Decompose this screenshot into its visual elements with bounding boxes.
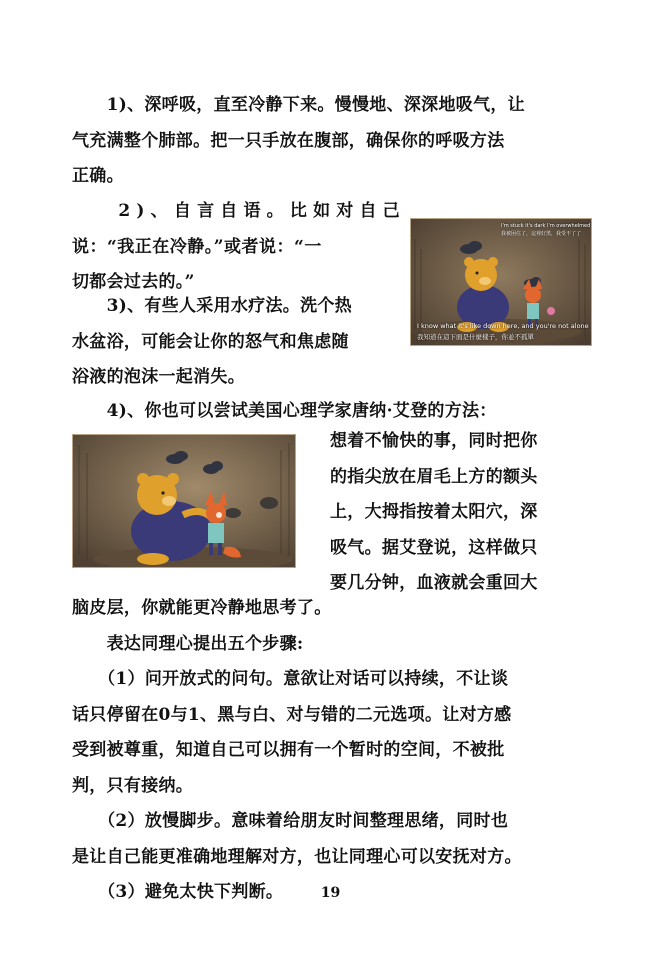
subtitle-bottom-en: I know what it's like down here, and you're not alone bbox=[417, 322, 589, 330]
subtitle-top-en: I'm stuck it's dark I'm overwhelmed bbox=[501, 223, 591, 229]
text-line: （3）避免太快下判断。 bbox=[72, 882, 284, 902]
text-line: 的指尖放在眉毛上方的额头 bbox=[330, 466, 538, 487]
illustration-bear-comforting-fox bbox=[72, 434, 296, 568]
page-number: 19 bbox=[320, 885, 341, 901]
paragraph-eden-method-cont bbox=[330, 424, 592, 602]
paragraph-hydrotherapy bbox=[72, 289, 394, 396]
text-line: 判，只有接纳。 bbox=[72, 775, 194, 796]
subtitle-bottom-zh: 我知道在這下面是什麼樣子，你並不孤單 bbox=[417, 333, 534, 341]
text-line: 4)、你也可以尝试美国心理学家唐纳·艾登的方法： bbox=[72, 401, 497, 421]
text-line: 正确。 bbox=[72, 166, 124, 186]
text-line: 表达同理心提出五个步骤: bbox=[72, 633, 304, 654]
text-line: （1）问开放式的问句。意欲让对话可以持续，不让谈 bbox=[72, 669, 509, 689]
text-line: 切都会过去的。” bbox=[72, 272, 195, 292]
text-line: 水盆浴，可能会让你的怒气和焦虑随 bbox=[72, 331, 349, 352]
cartoon-scene bbox=[73, 435, 295, 567]
text-line: 2)、自言自语。比如对自己 bbox=[72, 201, 406, 221]
text-line: 3)、有些人采用水疗法。洗个热 bbox=[72, 296, 352, 316]
paragraph-deep-breath bbox=[72, 88, 592, 195]
text-line: 上，大拇指按着太阳穴，深 bbox=[330, 502, 538, 522]
text-line: 说：“我正在冷静。”或者说：“一 bbox=[72, 236, 322, 257]
text-line: 气充满整个肺部。把一只手放在腹部，确保你的呼吸方法 bbox=[72, 130, 505, 151]
text-line: 脑皮层，你就能更冷静地思考了。 bbox=[72, 598, 332, 618]
text-line: 浴液的泡沫一起消失。 bbox=[72, 367, 245, 387]
text-line: 话只停留在0与1、黑与白、对与错的二元选项。让对方感 bbox=[72, 704, 512, 725]
text-line: 想着不愉快的事，同时把你 bbox=[330, 431, 538, 451]
subtitle-top-zh: 我被困住了，這裡好黑，我受不了了 bbox=[501, 231, 582, 237]
text-line: （2）放慢脚步。意味着给朋友时间整理思绪，同时也 bbox=[72, 811, 509, 831]
text-line: 要几分钟，血液就会重回大 bbox=[330, 573, 538, 593]
text-line: 1)、深呼吸，直至冷静下来。慢慢地、深深地吸气，让 bbox=[72, 95, 525, 115]
text-line: 是让自己能更准确地理解对方，也让同理心可以安抚对方。 bbox=[72, 846, 522, 867]
illustration-bear-fox-subtitled bbox=[410, 218, 592, 346]
paragraph-self-talk bbox=[72, 194, 406, 301]
text-line: 受到被尊重，知道自己可以拥有一个暂时的空间，不被批 bbox=[72, 740, 505, 760]
text-line: 吸气。据艾登说，这样做只 bbox=[330, 537, 538, 558]
paragraph-eden-method-end bbox=[72, 591, 592, 911]
